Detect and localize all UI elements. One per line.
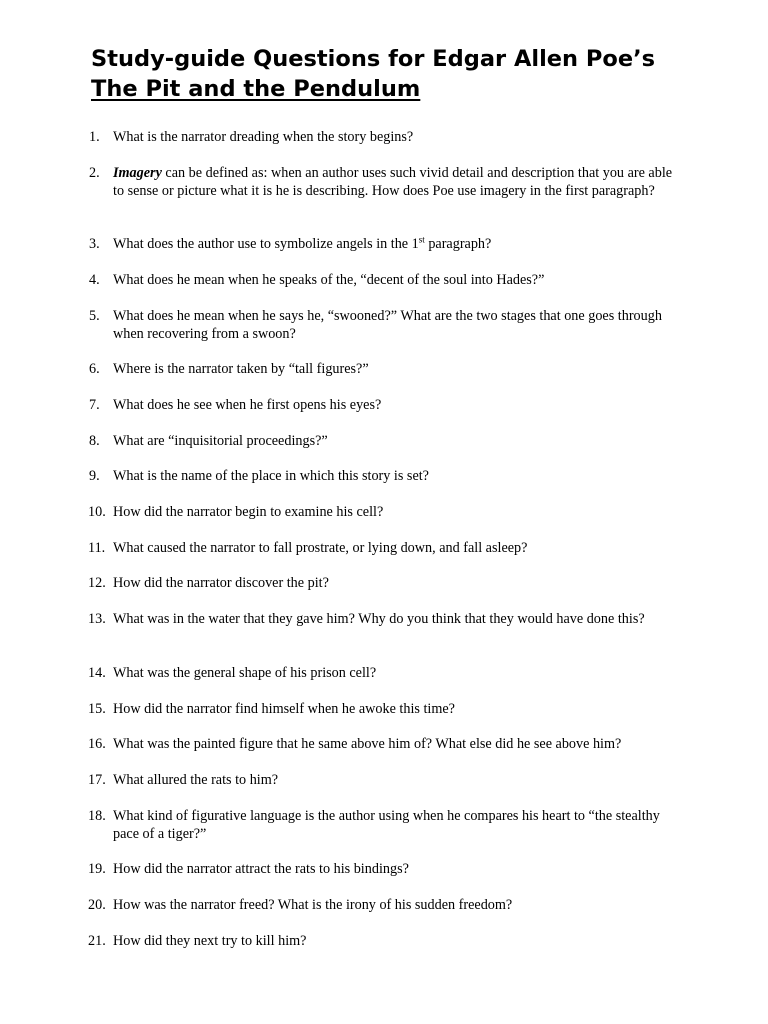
document-title: [91, 44, 655, 104]
question-text: How did the narrator begin to examine his cell?: [113, 504, 384, 520]
question-number: 9.: [89, 468, 100, 484]
question-text: What was the general shape of his prison cell?: [113, 665, 377, 681]
title-line-2-underlined: The Pit and the Pendulum: [91, 76, 421, 102]
question-text: What are “inquisitorial proceedings?”: [113, 433, 328, 449]
question-number: 7.: [89, 397, 100, 413]
question-text: What does he mean when he speaks of the, “decent of the soul into Hades?”: [113, 272, 545, 288]
question-number: 19.: [88, 861, 106, 877]
question-text: What is the narrator dreading when the story begins?: [113, 129, 414, 145]
question-number: 17.: [88, 772, 106, 788]
question-text: What caused the narrator to fall prostrate, or lying down, and fall asleep?: [113, 540, 528, 556]
question-text: What kind of figurative language is the author using when he compares his heart to “the stealthy pace of a tiger?”: [113, 808, 660, 842]
ordinal-superscript: st: [418, 234, 425, 245]
question-number: 8.: [89, 433, 100, 449]
question-number: 18.: [88, 808, 106, 824]
question-text: How did the narrator find himself when he awoke this time?: [113, 701, 455, 717]
question-text: What does he see when he first opens his eyes?: [113, 397, 382, 413]
question-number: 10.: [88, 504, 106, 520]
question-text: What allured the rats to him?: [113, 772, 279, 788]
question-number: 21.: [88, 933, 106, 949]
question-number: 13.: [88, 611, 106, 627]
question-number: 15.: [88, 701, 106, 717]
question-text: What was in the water that they gave him? Why do you think that they would have done this?: [113, 611, 645, 627]
question-number: 4.: [89, 272, 100, 288]
question-number: 16.: [88, 736, 106, 752]
question-text: How did the narrator attract the rats to his bindings?: [113, 861, 409, 877]
title-line-1: Study-guide Questions for Edgar Allen Poe’s: [91, 46, 656, 72]
question-text: can be defined as: when an author uses such vivid detail and description that you are able to sense or picture what it is he is describing. How does Poe use imagery in the first paragraph?: [113, 165, 673, 199]
question-number: 12.: [88, 575, 106, 591]
question-text: What was the painted figure that he same above him of? What else did he see above him?: [113, 736, 622, 752]
question-number: 1.: [89, 129, 100, 145]
question-number: 11.: [88, 540, 106, 556]
question-text: How was the narrator freed? What is the irony of his sudden freedom?: [113, 897, 513, 913]
question-number: 5.: [89, 308, 100, 324]
question-text-after: paragraph?: [424, 236, 492, 252]
question-text: How did the narrator discover the pit?: [113, 575, 329, 591]
question-text: What does he mean when he says he, “swooned?” What are the two stages that one goes through when recovering from a swoon?: [113, 308, 662, 342]
defined-term: Imagery: [113, 165, 162, 181]
question-text: How did they next try to kill him?: [113, 933, 307, 949]
question-number: 2.: [89, 165, 100, 181]
question-number: 3.: [89, 236, 100, 252]
question-text: Where is the narrator taken by “tall figures?”: [113, 361, 369, 377]
question-text-with-term: [113, 164, 683, 200]
question-text-before: What does the author use to symbolize angels in the 1: [113, 236, 419, 252]
question-text: What is the name of the place in which this story is set?: [113, 468, 429, 484]
question-text-with-superscript: [113, 235, 683, 253]
question-number: 6.: [89, 361, 100, 377]
question-number: 14.: [88, 665, 106, 681]
question-number: 20.: [88, 897, 106, 913]
